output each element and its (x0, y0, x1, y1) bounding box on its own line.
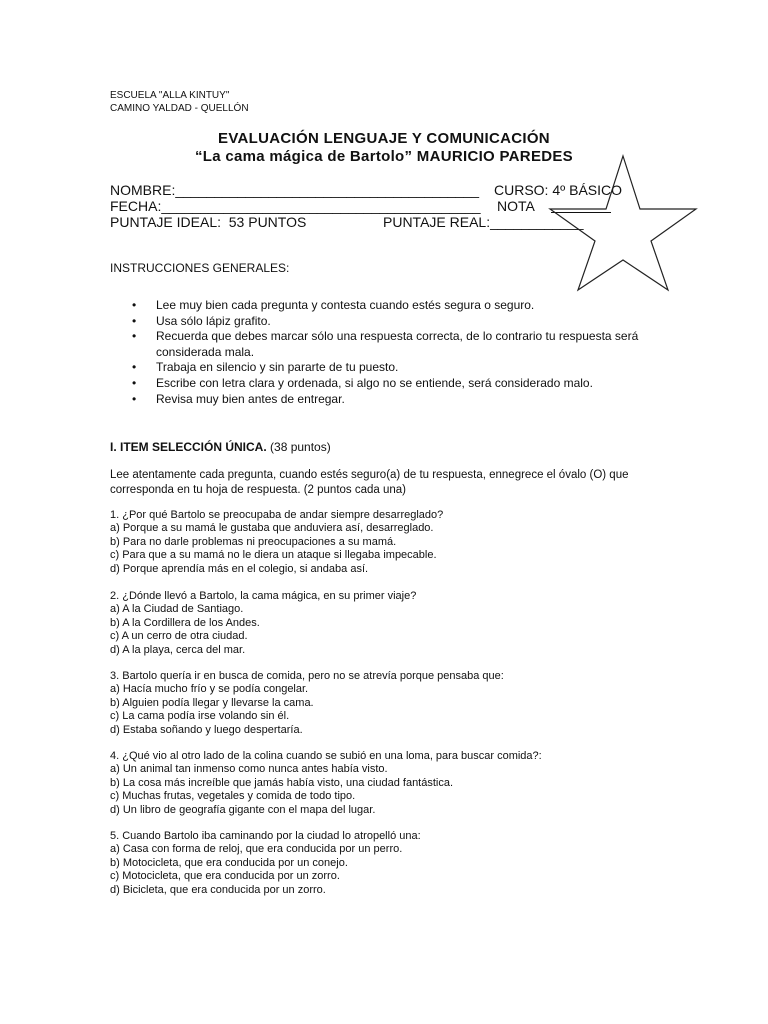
date-field: FECHA:_________________________________________ (110, 198, 481, 214)
answer-option: a) A la Ciudad de Santiago. (110, 603, 244, 616)
answer-option: d) Bicicleta, que era conducida por un zorro. (110, 883, 326, 896)
course-field: CURSO: 4º BÁSICO (494, 182, 623, 198)
question-text: 3. Bartolo quería ir en busca de comida, pero no se atrevía porque pensaba que: (110, 670, 504, 682)
answer-option: d) Un libro de geografía gigante con el mapa del lugar. (110, 803, 376, 816)
instruction-item: • Usa sólo lápiz grafito. (132, 313, 271, 328)
bullet-icon: • (132, 391, 137, 406)
question-text: 1. ¿Por qué Bartolo se preocupaba de andar siempre desarreglado? (110, 509, 444, 521)
answer-option: b) Motocicleta, que era conducida por un conejo. (110, 856, 348, 869)
section-intro: Lee atentamente cada pregunta, cuando estés seguro(a) de tu respuesta, ennegrece el óvalo (O) que corresponda en tu hoja de respuesta. (2 puntos cada una) (110, 469, 629, 496)
real-score-field: PUNTAJE REAL:____________ (383, 214, 584, 230)
question-3 (110, 670, 504, 737)
question-text: 4. ¿Qué vio al otro lado de la colina cuando se subió en una loma, para buscar comida?: (110, 750, 542, 762)
section-title: I. ITEM SELECCIÓN ÚNICA. (110, 440, 267, 454)
school-address: CAMINO YALDAD - QUELLÓN (110, 103, 249, 114)
grade-field: NOTA (497, 198, 535, 214)
answer-option: b) Alguien podía llegar y llevarse la cama. (110, 696, 314, 709)
answer-option: b) A la Cordillera de los Andes. (110, 616, 260, 629)
answer-option: c) Motocicleta, que era conducida por un zorro. (110, 870, 340, 883)
answer-option: c) Para que a su mamá no le diera un ataque si llegaba impecable. (110, 549, 437, 562)
question-1 (110, 509, 443, 576)
page-subtitle: “La cama mágica de Bartolo” MAURICIO PAREDES (194, 148, 573, 165)
star-grade-box (548, 152, 698, 292)
bullet-icon: • (132, 313, 137, 328)
answer-option: a) Hacía mucho frío y se podía congelar. (110, 683, 309, 696)
question-text: 2. ¿Dónde llevó a Bartolo, la cama mágica, en su primer viaje? (110, 590, 417, 602)
instruction-item: • Lee muy bien cada pregunta y contesta cuando estés segura o seguro. (132, 298, 535, 312)
answer-option: a) Porque a su mamá le gustaba que anduviera así, desarreglado. (110, 522, 434, 535)
question-4 (110, 750, 542, 817)
answer-option: d) A la playa, cerca del mar. (110, 643, 246, 656)
answer-option: a) Casa con forma de reloj, que era conducida por un perro. (110, 843, 403, 856)
answer-option: a) Un animal tan inmenso como nunca antes había visto. (110, 763, 388, 776)
question-5 (110, 830, 421, 897)
instruction-item: • Revisa muy bien antes de entregar. (132, 391, 345, 406)
instructions-heading: INSTRUCCIONES GENERALES: (110, 261, 290, 275)
question-text: 5. Cuando Bartolo iba caminando por la ciudad lo atropelló una: (110, 830, 421, 842)
school-name: ESCUELA "ALLA KINTUY" (110, 90, 230, 101)
page-title: EVALUACIÓN LENGUAJE Y COMUNICACIÓN (218, 130, 550, 147)
bullet-icon: • (132, 375, 137, 390)
answer-option: d) Estaba soñando y luego despertaría. (110, 723, 303, 736)
question-2 (110, 590, 416, 657)
instructions-list (132, 298, 672, 407)
answer-option: b) La cosa más increíble que jamás había visto, una ciudad fantástica. (110, 776, 454, 789)
instruction-item: • Recuerda que debes marcar sólo una respuesta correcta, de lo contrario tu respuesta será considerada mala. (132, 329, 639, 359)
bullet-icon: • (132, 298, 137, 312)
instruction-item: • Trabaja en silencio y sin pararte de tu puesto. (132, 360, 399, 375)
name-field: NOMBRE:_______________________________________ (110, 182, 479, 198)
bullet-icon: • (132, 360, 137, 375)
section-heading (110, 440, 331, 454)
answer-option: c) La cama podía irse volando sin él. (110, 710, 290, 723)
instruction-item: • Escribe con letra clara y ordenada, si algo no se entiende, será considerado malo. (132, 375, 593, 390)
ideal-score-field: PUNTAJE IDEAL: 53 PUNTOS (110, 214, 307, 230)
answer-option: c) A un cerro de otra ciudad. (110, 630, 248, 643)
answer-option: c) Muchas frutas, vegetales y comida de todo tipo. (110, 790, 356, 803)
answer-option: b) Para no darle problemas ni preocupaciones a su mamá. (110, 535, 397, 548)
section-points: (38 puntos) (266, 440, 331, 454)
bullet-icon: • (132, 329, 137, 344)
answer-option: d) Porque aprendía más en el colegio, si andaba así. (110, 562, 369, 575)
